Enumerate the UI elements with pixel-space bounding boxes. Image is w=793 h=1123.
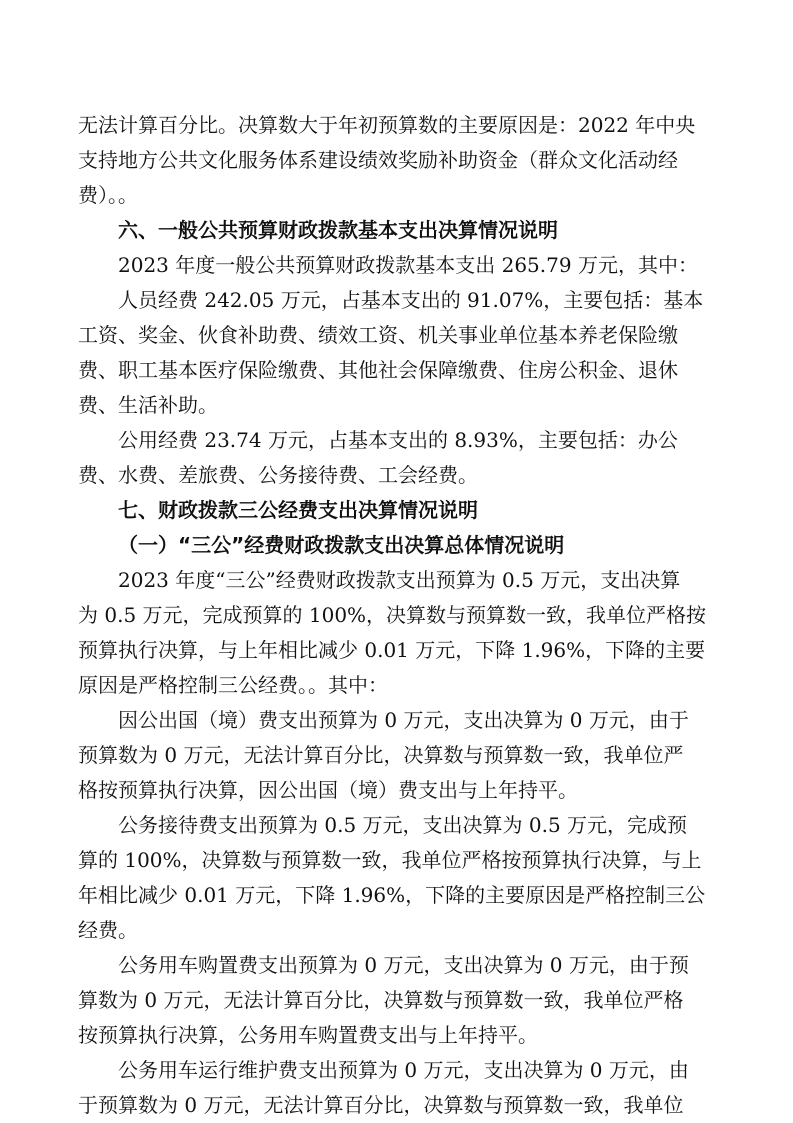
paragraph-line: 格按预算执行决算，因公出国（境）费支出与上年持平。 — [78, 778, 578, 802]
paragraph-line: 预算执行决算，与上年相比减少 0.01 万元，下降 1.96%，下降的主要 — [78, 638, 706, 662]
paragraph-line: 费、生活补助。 — [78, 393, 218, 417]
paragraph-line: 公务用车购置费支出预算为 0 万元，支出决算为 0 万元，由于预 — [118, 953, 689, 977]
paragraph-line: 按预算执行决算，公务用车购置费支出与上年持平。 — [78, 1023, 538, 1047]
paragraph-line: 人员经费 242.05 万元，占基本支出的 91.07%，主要包括：基本 — [118, 288, 704, 312]
paragraph-line: 公用经费 23.74 万元，占基本支出的 8.93%，主要包括：办公 — [118, 428, 678, 452]
section-heading-7: 七、财政拨款三公经费支出决算情况说明 — [118, 498, 478, 522]
paragraph-line: 于预算数为 0 万元，无法计算百分比，决算数与预算数一致，我单位 — [78, 1093, 684, 1117]
section-heading-6: 六、一般公共预算财政拨款基本支出决算情况说明 — [118, 218, 558, 242]
paragraph-line: 公务用车运行维护费支出预算为 0 万元，支出决算为 0 万元，由 — [118, 1058, 689, 1082]
document-body — [78, 108, 718, 1123]
paragraph-line: 算的 100%，决算数与预算数一致，我单位严格按预算执行决算，与上 — [78, 848, 702, 872]
paragraph-line: 无法计算百分比。决算数大于年初预算数的主要原因是：2022 年中央 — [78, 113, 696, 137]
paragraph-line: 费、职工基本医疗保险缴费、其他社会保障缴费、住房公积金、退休 — [78, 358, 678, 382]
paragraph-line: 原因是严格控制三公经费。。其中： — [78, 673, 388, 697]
paragraph-line: 2023 年度“三公”经费财政拨款支出预算为 0.5 万元，支出决算 — [118, 568, 681, 592]
paragraph-line: 经费。 — [78, 918, 138, 942]
paragraph-line: 年相比减少 0.01 万元，下降 1.96%，下降的主要原因是严格控制三公 — [78, 883, 706, 907]
paragraph-line: 公务接待费支出预算为 0.5 万元，支出决算为 0.5 万元，完成预 — [118, 813, 688, 837]
paragraph-line: 支持地方公共文化服务体系建设绩效奖励补助资金（群众文化活动经 — [78, 148, 678, 172]
paragraph-line: 工资、奖金、伙食补助费、绩效工资、机关事业单位基本养老保险缴 — [78, 323, 678, 347]
paragraph-line: 因公出国（境）费支出预算为 0 万元，支出决算为 0 万元，由于 — [118, 708, 689, 732]
subsection-heading-1: （一）“三公”经费财政拨款支出决算总体情况说明 — [118, 533, 565, 557]
paragraph-line: 费、水费、差旅费、公务接待费、工会经费。 — [78, 463, 478, 487]
paragraph-line: 为 0.5 万元，完成预算的 100%，决算数与预算数一致，我单位严格按 — [78, 603, 707, 627]
paragraph-line: 费）。。 — [78, 183, 138, 207]
paragraph-line: 算数为 0 万元，无法计算百分比，决算数与预算数一致，我单位严格 — [78, 988, 684, 1012]
paragraph-line: 2023 年度一般公共预算财政拨款基本支出 265.79 万元，其中： — [118, 253, 698, 277]
paragraph-line: 预算数为 0 万元，无法计算百分比，决算数与预算数一致，我单位严 — [78, 743, 684, 767]
